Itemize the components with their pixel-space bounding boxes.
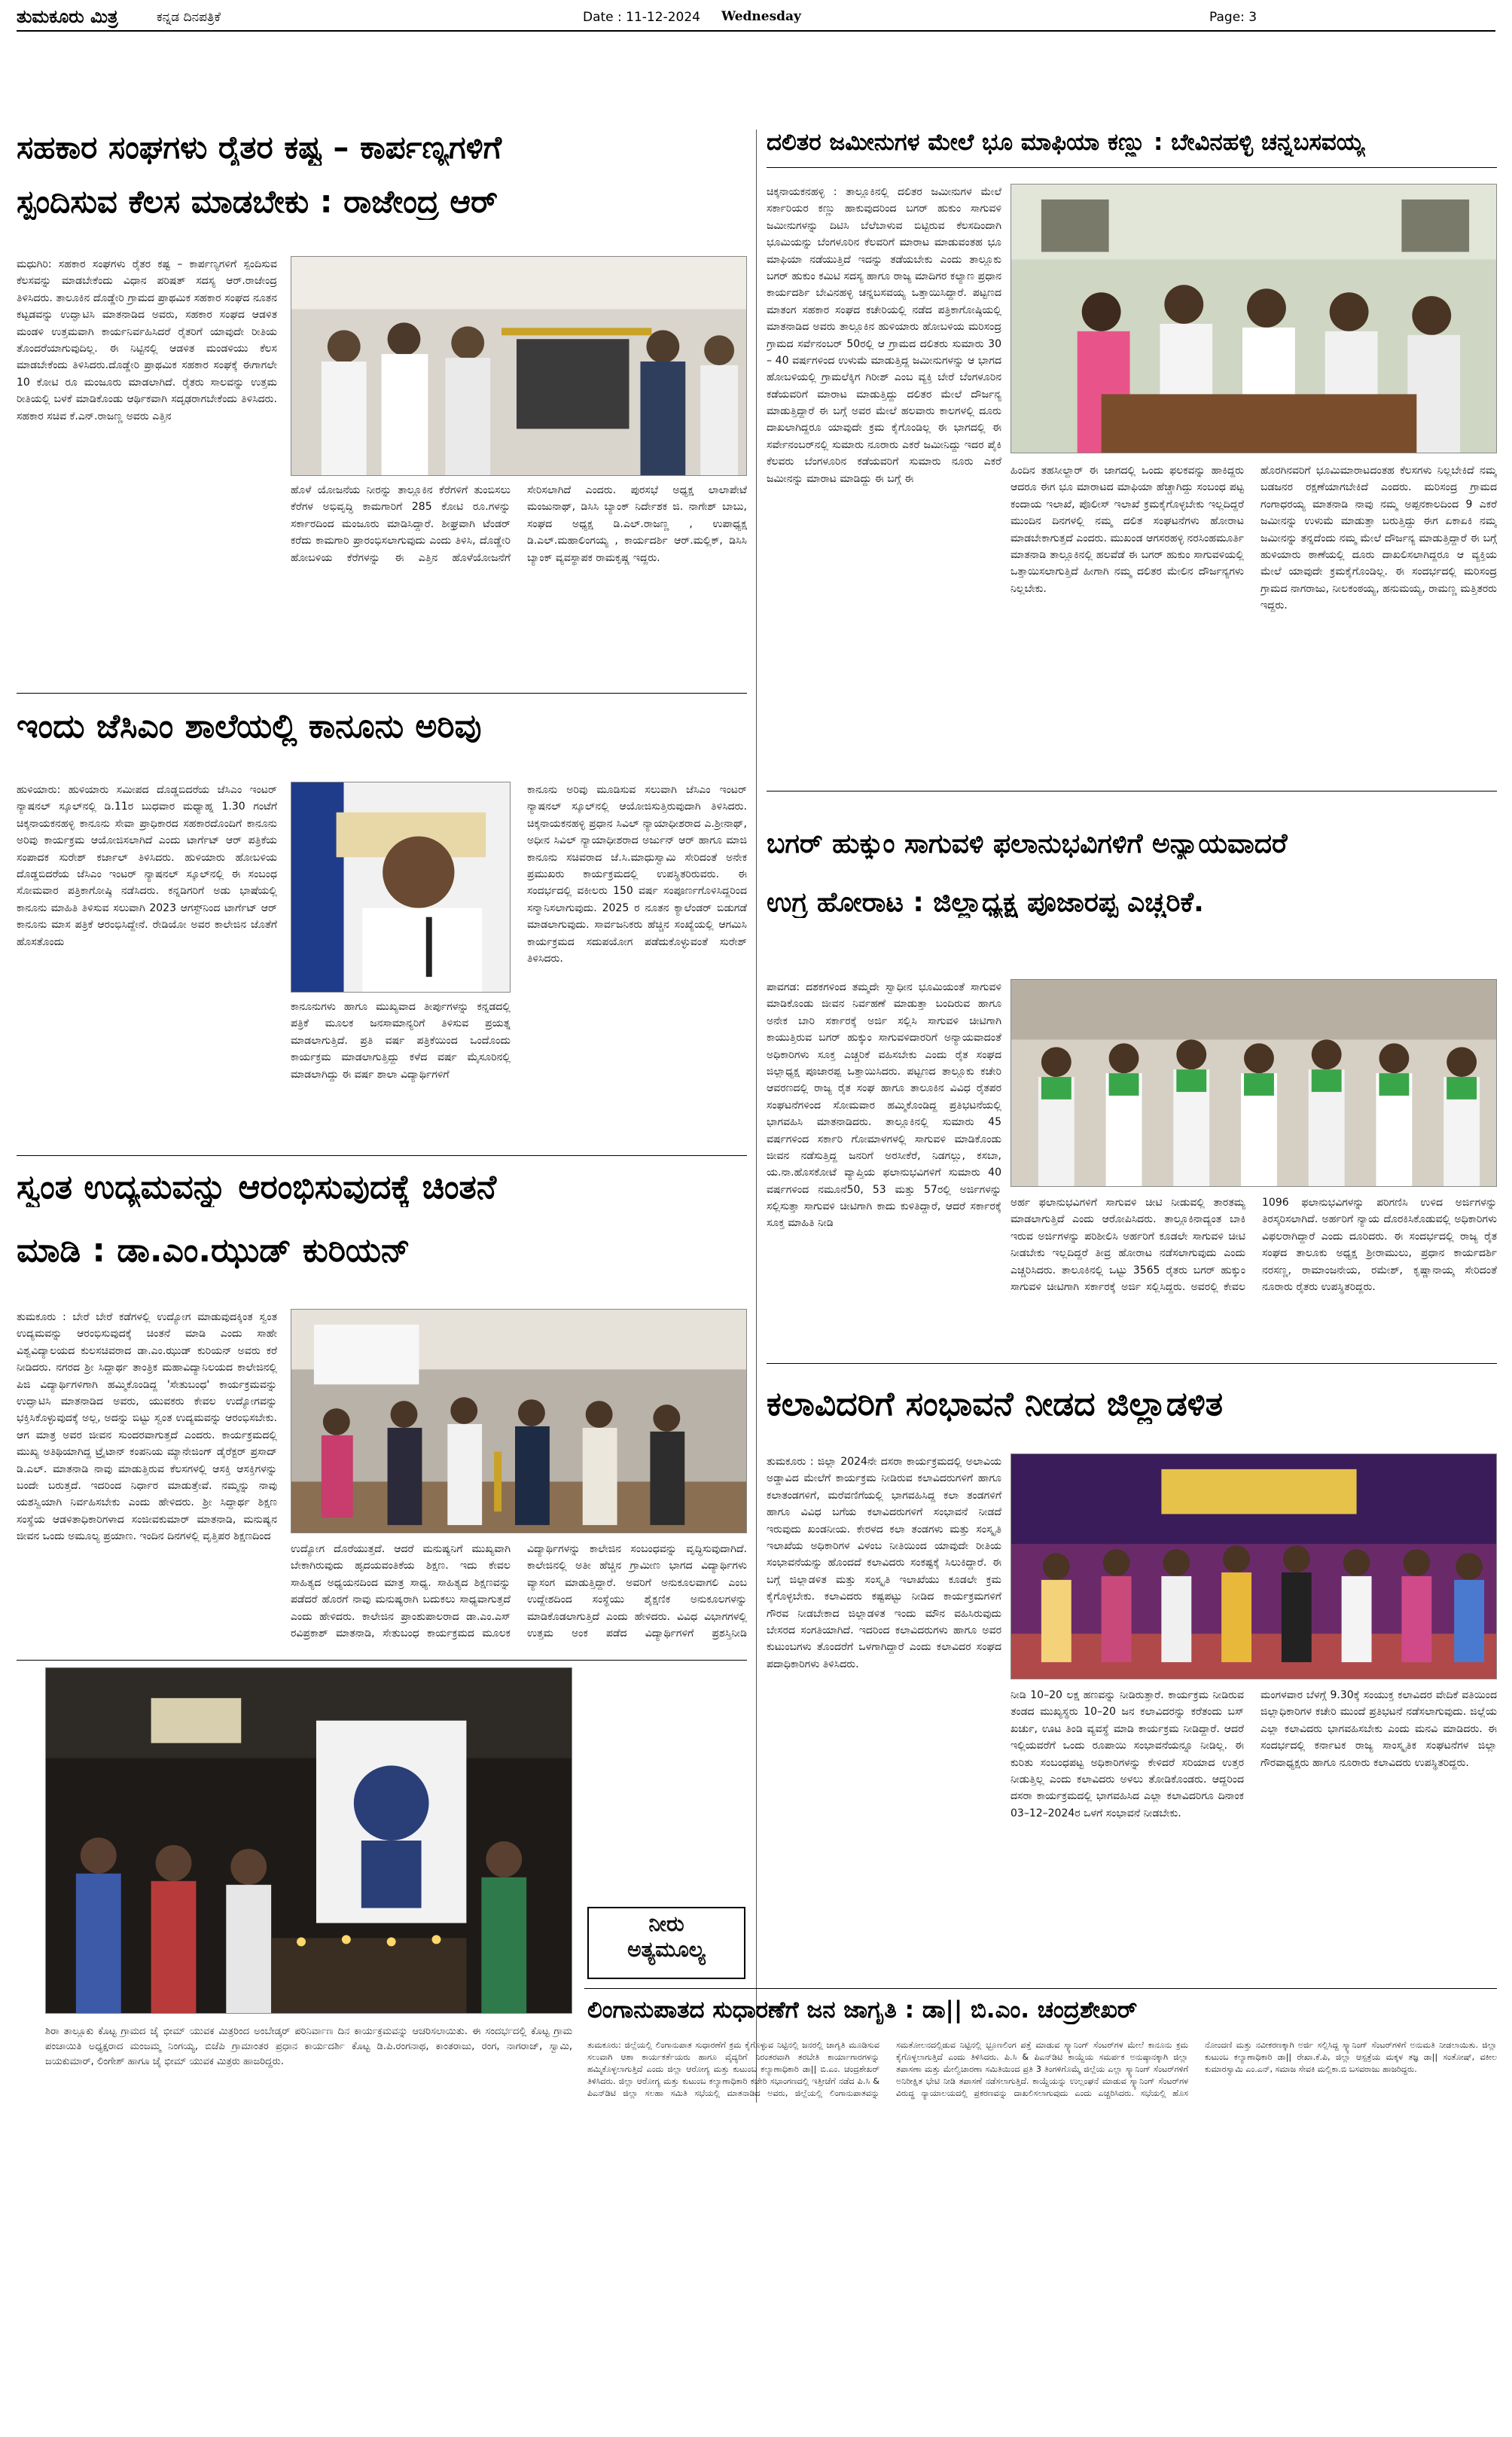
headline-law-awareness: ಇಂದು ಜೆಸಿಎಂ ಶಾಲೆಯಲ್ಲಿ ಕಾನೂನು ಅರಿವು <box>17 708 482 746</box>
article-land-mafia-caption-left: ಹಿಂದಿನ ತಹಸೀಲ್ದಾರ್ ಈ ಜಾಗದಲ್ಲಿ ಒಂದು ಫಲಕವನ್ನು ಹಾಕಿದ್ದರು ಆದರೂ ಈಗ ಭೂ ಮಾರಾಟದ ಮಾಫಿಯಾ ಹೆಚ್ಚಾಗಿದ್ದು ಸಂಬಂಧ ಪಟ್ಟ ಕಂದಾಯ ಇಲಾಖೆ, ಪೊಲೀಸ್ ಇಲಾಖೆ ಕ್ರಮಕೈಗೊಳ್ಳಬೇಕು ಇಲ್ಲದಿದ್ದರೆ ಮುಂದಿನ ದಿನಗಳಲ್ಲಿ ನಮ್ಮ ದಲಿತ ಸಂಘಟನೆಗಳು ಹೋರಾಟ ಮಾಡಬೇಕಾಗುತ್ತದೆ ಎಂದರು. ಮುಖಂಡ ಆಗಸರಹಳ್ಳಿ ನರಸಿಂಹಮೂರ್ತಿ ಮಾತನಾಡಿ ತಾಲ್ಲೂಕಿನಲ್ಲಿ ಹಲವೆಡೆ ಈ ಬಗರ್ ಹುಕುಂ ಸಾಗುವಳಿಯಲ್ಲಿ ಒತ್ತಾಯಿಸಲಾಗುತ್ತಿದೆ ಹೀಗಾಗಿ ನಮ್ಮ ದಲಿತರ ಮೇಲಿನ ದೌರ್ಜನ್ಯಗಳು ನಿಲ್ಲಬೇಕು. <box>1011 465 1244 595</box>
photo-bagar-hukum-protest <box>1011 979 1497 1187</box>
issue-day: Wednesday <box>721 9 801 24</box>
article-land-mafia-body-left: ಚಿಕ್ಕನಾಯಕನಹಳ್ಳಿ : ತಾಲ್ಲೂಕಿನಲ್ಲಿ ದಲಿತರ ಜಮೀನುಗಳ ಮೇಲೆ ಸರ್ಕಾರಿಯರ ಕಣ್ಣು ಹಾಕುವುದರಿಂದ ಬಗರ್ ಹುಕುಂ ಸಾಗುವಳಿ ಜಮೀನುಗಳನ್ನು ದಿಟಿಸಿ ಬೆಲೆಬಾಳುವ ಬಿಟ್ಟಿರುವ ಕೆಲಸದಿಂದಾಗಿ ಭೂಮಿಯನ್ನು ಬೆಂಗಳೂರಿನ ಕೆಲವರಿಗೆ ಮಾರಾಟ ಮಾಡುವಂತಹ ಭೂ ಮಾಫಿಯಾ ನಡೆಯುತ್ತಿದೆ ಇದನ್ನು ತಡೆಯಬೇಕು ಎಂದು ತಾಲ್ಲೂಕು ಬಗರ್ ಹುಕುಂ ಕಮಿಟಿ ಸದಸ್ಯ ಹಾಗೂ ರಾಜ್ಯ ಮಾದಿಗರ ಕಲ್ಯಾಣ ಪ್ರಧಾನ ಕಾರ್ಯದರ್ಶಿ ಬೇವಿನಹಳ್ಳಿ ಚನ್ನಬಸವಯ್ಯ ಒತ್ತಾಯಿಸಿದ್ದಾರೆ. ಪಟ್ಟಣದ ಮಾತಂಗ ಸಹಕಾರ ಸಂಘದ ಕಚೇರಿಯಲ್ಲಿ ನಡೆದ ಪತ್ರಿಕಾಗೋಷ್ಠಿಯಲ್ಲಿ ಮಾತನಾಡಿದ ಅವರು ತಾಲ್ಲೂಕಿನ ಹುಳಿಯಾರು ಹೋಬಳಿಯ ಮರಿಸಂದ್ರ ಗ್ರಾಮದ ಸರ್ವೆನಂಬರ್ 50ರಲ್ಲಿ ಆ ಗ್ರಾಮದ ದಲಿತರು ಸುಮಾರು 30 – 40 ವರ್ಷಗಳಿಂದ ಉಳುಮೆ ಮಾಡುತ್ತಿದ್ದ ಜಮೀನುಗಳನ್ನು ಆ ಭಾಗದ ಹೋಬಳಿಯಲ್ಲಿ ಗ್ರಾಮಲೆಕ್ಕಿಗ ಗಿರೀಶ್ ಎಂಬ ವ್ಯಕ್ತಿ ಬೇರೆ ಬೆಂಗಳೂರಿನ ಕಡೆಯವರಿಗೆ ಮಾರಾಟ ಮಾಡುತ್ತಿದ್ದು ದಲಿತರ ಮೇಲೆ ದೌರ್ಜನ್ಯ ಮಾಡುತ್ತಿದ್ದಾರೆ ಈ ಬಗ್ಗೆ ಅವರ ಮೇಲೆ ಹಲವಾರು ಕಾಲಗಳಲ್ಲಿ ದೂರು ದಾಖಲಾಗಿದ್ದರೂ ಯಾವುದೇ ಕ್ರಮ ಕೈಗೊಂಡಿಲ್ಲ ಈ ಭಾಗದಲ್ಲಿ ಈ ಸರ್ವೇನಂಬರ್‌ನಲ್ಲಿ ಸುಮಾರು ನೂರಾರು ಎಕರೆ ಜಮೀನಿದ್ದು ಇದರ ಪೈಕಿ ಕೆಲವರು ಬೆಂಗಳೂರಿನ ಕಡೆಯವರಿಗೆ ಸುಮಾರು ನೂರು ಎಕರೆ ಜಮೀನನ್ನು ಮಾರಾಟ ಮಾಡಿದ್ದು ಈ ಬಗ್ಗೆ ಈ <box>767 186 1001 485</box>
article-law-awareness-body-left: ಹುಳಿಯಾರು: ಹುಳಿಯಾರು ಸಮೀಪದ ದೊಡ್ಡಬಿದರೆಯ ಜೆಸಿಎಂ ಇಂಟರ್ ನ್ಯಾಷನಲ್ ಸ್ಕೂಲ್‌ನಲ್ಲಿ ಡಿ.11ರ ಬುಧವಾರ ಮಧ್ಯಾಹ್ನ 1.30 ಗಂಟೆಗೆ ಚಿಕ್ಕನಾಯಕನಹಳ್ಳಿ ಕಾನೂನು ಸೇವಾ ಪ್ರಾಧಿಕಾರದ ಸಹಕಾರದೊಂದಿಗೆ ಕಾನೂನು ಅರಿವು ಕಾರ್ಯಕ್ರಮ ಆಯೋಜಿಸಲಾಗಿದೆ ಎಂದು ಟಾರ್ಗೆಟ್ ಆರ್ ಪತ್ರಿಕೆಯ ಸಂಪಾದಕ ಸುರೇಶ್ ಕರ್ಜಾಲ್ ತಿಳಿಸಿದರು. ಹುಳಿಯಾರು ಹೋಬಳಿಯ ದೊಡ್ಡಬಿದರೆಯ ಜೆಸಿಎಂ ಇಂಟರ್ ನ್ಯಾಷನಲ್ ಸ್ಕೂಲ್‌ನಲ್ಲಿ ಈ ಸಂಬಂಧ ಸೋಮವಾರ ಪತ್ರಿಕಾಗೋಷ್ಠಿ ನಡೆಸಿದರು. ಕನ್ನಡಿಗರಿಗೆ ಅಡು ಭಾಷೆಯಲ್ಲಿ ಕಾನೂನು ಮಾಹಿತಿ ತಿಳಿಸುವ ಸಲುವಾಗಿ 2023 ಆಗಸ್ಟ್‌ನಿಂದ ಟಾರ್ಗೆಟ್ ಆರ್ ಕಾನೂನು ಮಾಸ ಪತ್ರಿಕೆ ಆರಂಭಿಸಿದ್ದೇನೆ. ರೇಡಿಯೋ ಅವರ ಕಾಲೇಜಿನ ಜೊತೆಗೆ ಹೊಸತೊಂದು <box>17 784 277 948</box>
article-entrepreneurship-body-left: ತುಮಕೂರು : ಬೇರೆ ಬೇರೆ ಕಡೆಗಳಲ್ಲಿ ಉದ್ಯೋಗ ಮಾಡುವುದಕ್ಕಿಂತ ಸ್ವಂತ ಉದ್ಯಮವನ್ನು ಆರಂಭಿಸುವುದಕ್ಕೆ ಚಿಂತನೆ ಮಾಡಿ ಎಂದು ಸಾಹೇ ವಿಶ್ವವಿದ್ಯಾಲಯದ ಕುಲಸಚಿವರಾದ ಡಾ.ಎಂ.ಝುಡ್ ಕುರಿಯನ್ ಅವರು ಕರೆ ನೀಡಿದರು. ನಗರದ ಶ್ರೀ ಸಿದ್ದಾರ್ಥ ತಾಂತ್ರಿಕ ಮಹಾವಿದ್ಯಾನಿಲಯದ ಕಾಲೇಜಿನಲ್ಲಿ ಪಿಜಿ ವಿದ್ಯಾರ್ಥಿಗಳಿಗಾಗಿ ಹಮ್ಮಿಕೊಂಡಿದ್ದ 'ಸೇತುಬಂಧ' ಕಾರ್ಯಕ್ರಮವನ್ನು ಉದ್ಘಾಟಿಸಿ ಮಾತನಾಡಿದ ಅವರು, ಯುವಕರು ಕೇವಲ ಉದ್ಯೋಗವನ್ನು ಭಕ್ತಿಸಿಕೊಳ್ಳುವುದಕ್ಕೆ ಅಲ್ಲ, ಅದನ್ನು ಬಿಟ್ಟು ಸ್ವಂತ ಉದ್ಯಮವನ್ನು ಆರಂಭಿಸಬೇಕು. ಆಗ ಮಾತ್ರ ಅವರ ಜೀವನ ಸುಂದರವಾಗುತ್ತದೆ ಎಂದರು. ಕಾರ್ಯಕ್ರಮದಲ್ಲಿ ಮುಖ್ಯ ಅತಿಥಿಯಾಗಿದ್ದ ಟ್ರೈಟಾನ್ ಕಂಪನಿಯ ಮ್ಯಾನೇಜಿಂಗ್ ಡೈರೆಕ್ಟರ್ ಪ್ರಸಾದ್ ಡಿ.ಎಲ್. ಮಾತನಾಡಿ ನಾವು ಮಾಡುತ್ತಿರುವ ಕೆಲಸಗಳಲ್ಲಿ ಆಸಕ್ತಿ ಆಸಕ್ತಿಗಳನ್ನು ಬಂದೇ ಬರುತ್ತದೆ. ಇದರಿಂದ ನಿರ್ಧಾರ ಮಾಡುತ್ತೇವೆ. ನಮ್ಮನ್ನು ನಾವು ಯಶಸ್ವಿಯಾಗಿ ನಿರ್ವಹಿಸಬೇಕು ಎಂದು ಹೇಳಿದರು. ಶ್ರೀ ಸಿದ್ದಾರ್ಥ ಶಿಕ್ಷಣ ಸಂಸ್ಥೆಯ ಆಡಳಿತಾಧಿಕಾರಿಗಳಾದ ಸಂಜೀವಕುಮಾರ್ ಮಾತನಾಡಿ, ಮನುಷ್ಯನ ಜೀವನ ಒಂದು ಅಮೂಲ್ಯ ಪ್ರಯಾಣ. ಇಂದಿನ ದಿನಗಳಲ್ಲಿ ವೃತ್ತಿಪರ ಶಿಕ್ಷಣದಿಂದ <box>17 1311 277 1543</box>
photo-ambedkar-tribute <box>45 1667 572 2014</box>
newspaper-tagline: ಕನ್ನಡ ದಿನಪತ್ರಿಕೆ <box>157 10 221 25</box>
headline-cooperative-2: ಸ್ಪಂದಿಸುವ ಕೆಲಸ ಮಾಡಬೇಕು : ರಾಜೇಂದ್ರ ಆರ್ <box>17 184 498 220</box>
masthead-divider <box>17 30 1495 32</box>
photo-land-mafia-meeting <box>1011 184 1497 453</box>
headline-bagar-hukum-1: ಬಗರ್ ಹುಕ್ಕುಂ ಸಾಗುವಳಿ ಫಲಾನುಭವಿಗಳಿಗೆ ಅನ್ಯಾಯವಾದರೆ <box>767 828 1288 859</box>
article-bagar-hukum-body-left: ಪಾವಗಡ: ದಶಕಗಳಿಂದ ತಮ್ಮದೇ ಸ್ವಾಧೀನ ಭೂಮಿಯಂತೆ ಸಾಗುವಳಿ ಮಾಡಿಕೊಂಡು ಜೀವನ ನಿರ್ವಹಣೆ ಮಾಡುತ್ತಾ ಬಂದಿರುವ ಹಾಗೂ ಅನೇಕ ಬಾರಿ ಸರ್ಕಾರಕ್ಕೆ ಅರ್ಜಿ ಸಲ್ಲಿಸಿ ಸಾಗುವಳಿ ಚೀಟಿಗಾಗಿ ಕಾಯುತ್ತಿರುವ ಬಗರ್ ಹುಕ್ಕುಂ ಸಾಗುವಳಿದಾರರಿಗೆ ಅನ್ಯಾಯವಾದಂತೆ ಅಧಿಕಾರಿಗಳು ಸೂಕ್ತ ಎಚ್ಚರಿಕೆ ವಹಿಸಬೇಕು ಎಂದು ರೈತ ಸಂಘದ ಜಿಲ್ಲಾಧ್ಯಕ್ಷ ಪೂಜಾರಪ್ಪ ಒತ್ತಾಯಿಸಿದರು. ಪಟ್ಟಣದ ತಾಲ್ಲೂಕು ಕಚೇರಿ ಆವರಣದಲ್ಲಿ ರಾಜ್ಯ ರೈತ ಸಂಘ ಹಾಗೂ ತಾಲೂಕಿನ ವಿವಿಧ ರೈತಪರ ಸಂಘಟನೆಗಳಿಂದ ಸೋಮವಾರ ಹಮ್ಮಿಕೊಂಡಿದ್ದ ಪ್ರತಿಭಟನೆಯಲ್ಲಿ ಭಾಗವಹಿಸಿ ಮಾತನಾಡಿದರು. ತಾಲ್ಲೂಕಿನಲ್ಲಿ ಸುಮಾರು 45 ವರ್ಷಗಳಿಂದ ಸರ್ಕಾರಿ ಗೋಮಾಳಗಳಲ್ಲಿ ಸಾಗುವಳಿ ಮಾಡಿಕೊಂಡು ಜೀವನ ನಡೆಸುತ್ತಿದ್ದ ಜನರಿಗೆ ಅರಸೀಕೆರೆ, ನಿಡಗಲ್ಲು, ಕಸಬಾ, ಯ.ನಾ.ಹೊಸಕೋಟೆ ವ್ಯಾಪ್ತಿಯ ಫಲಾನುಭವಿಗಳಿಗೆ ಸುಮಾರು 40 ವರ್ಷಗಳಿಂದ ನಮೂನೆ50, 53 ಮತ್ತು 57ರಲ್ಲಿ ಅರ್ಜಿಗಳನ್ನು ಸಲ್ಲಿಸುತ್ತಾ ಸಾಗುವಳಿ ಚೀಟಿಗಾಗಿ ಕಾದು ಕುಳಿತಿದ್ದಾರೆ, ಆದರೆ ಸರ್ಕಾರಕ್ಕೆ ಸೂಕ್ತ ಮಾಹಿತಿ ನೀಡಿ <box>767 981 1001 1230</box>
headline-land-mafia: ದಲಿತರ ಜಮೀನುಗಳ ಮೇಲೆ ಭೂ ಮಾಫಿಯಾ ಕಣ್ಣು : ಬೇವಿನಹಳ್ಳಿ ಚನ್ನಬಸವಯ್ಯ <box>767 130 1365 156</box>
newspaper-logo: ತುಮಕೂರು ಮಿತ್ರ <box>17 6 118 27</box>
issue-date: Date : 11-12-2024 <box>583 10 700 25</box>
divider-sex-ratio <box>584 1988 1497 1989</box>
photo-entrepreneurship-lamp-lighting <box>291 1309 747 1533</box>
article-cooperative-body-left: ಮಧುಗಿರಿ: ಸಹಕಾರ ಸಂಘಗಳು ರೈತರ ಕಷ್ಟ – ಕಾರ್ಪಣ್ಯಗಳಿಗೆ ಸ್ಪಂದಿಸುವ ಕೆಲಸವನ್ನು ಮಾಡಬೇಕೆಂದು ವಿಧಾನ ಪರಿಷತ್ ಸದಸ್ಯ ಆರ್.ರಾಜೇಂದ್ರ ತಿಳಿಸಿದರು. ತಾಲೂಕಿನ ದೊಡ್ಡೇರಿ ಗ್ರಾಮದ ಪ್ರಾಥಮಿಕ ಸಹಕಾರ ಸಂಘದ ನೂತನ ಕಟ್ಟಡವನ್ನು ಉದ್ಘಾಟಿಸಿ ಮಾತನಾಡಿದ ಅವರು, ಸಹಕಾರ ಸಂಘದ ಆಡಳಿತ ಮಂಡಳಿ ಉತ್ತಮವಾಗಿ ಕಾರ್ಯನಿರ್ವಹಿಸಿದರೆ ರೈತರಿಗೆ ಯಾವುದೇ ರೀತಿಯ ತೊಂದರೆಯಾಗುವುದಿಲ್ಲ. ಈ ನಿಟ್ಟಿನಲ್ಲಿ ಆಡಳಿತ ಮಂಡಳಿಯು ಕೆಲಸ ಮಾಡಬೇಕೆಂದು ತಿಳಿಸಿದರು.ದೊಡ್ಡೇರಿ ಪ್ರಾಥಮಿಕ ಸಹಕಾರ ಸಂಘಕ್ಕೆ ಈಗಾಗಲೇ 10 ಕೋಟಿ ರೂ ಮಂಜೂರು ಮಾಡಲಾಗಿದೆ. ರೈತರು ಸಾಲವನ್ನು ಉತ್ತಮ ರೀತಿಯಲ್ಲಿ ಬಳಕೆ ಮಾಡಿಕೊಂಡು ಆರ್ಥಿಕವಾಗಿ ಸದೃಢರಾಗಬೇಕೆಂದು ತಿಳಿಸಿದರು. ಸಹಕಾರ ಸಚಿವ ಕೆ.ಎನ್.ರಾಜಣ್ಣ ಅವರು ಎತ್ತಿನ <box>17 258 277 422</box>
headline-artists: ಕಲಾವಿದರಿಗೆ ಸಂಭಾವನೆ ನೀಡದ ಜಿಲ್ಲಾಡಳಿತ <box>767 1386 1224 1423</box>
divider-law-awareness <box>17 1155 747 1156</box>
headline-entrepreneurship-1: ಸ್ವಂತ ಉದ್ಯಮವನ್ನು ಆರಂಭಿಸುವುದಕ್ಕೆ ಚಿಂತನೆ <box>17 1169 497 1206</box>
masthead <box>17 3 1495 30</box>
article-bagar-hukum-body-right: ಅರ್ಹ ಫಲಾನುಭವಿಗಳಿಗೆ ಸಾಗುವಳಿ ಚೀಟಿ ನೀಡುವಲ್ಲಿ ತಾರತಮ್ಯ ಮಾಡಲಾಗುತ್ತಿದೆ ಎಂದು ಆರೋಪಿಸಿದರು. ತಾಲ್ಲೂಕಿನಾದ್ಯಂತ ಬಾಕಿ ಇರುವ ಅರ್ಜಿಗಳನ್ನು ಪರಿಶೀಲಿಸಿ ಅರ್ಹರಿಗೆ ಕೂಡಲೇ ಸಾಗುವಳಿ ಚೀಟಿ ನೀಡಬೇಕು ಇಲ್ಲದಿದ್ದರೆ ತೀವ್ರ ಹೋರಾಟ ನಡೆಸಲಾಗುವುದು ಎಂದು ಎಚ್ಚರಿಸಿದರು. ತಾಲೂಕಿನಲ್ಲಿ ಒಟ್ಟು 3565 ರೈತರು ಬಗರ್ ಹುಕ್ಕುಂ ಸಾಗುವಳಿ ಚೀಟಿಗಾಗಿ ಸರ್ಕಾರಕ್ಕೆ ಅರ್ಜಿ ಸಲ್ಲಿಸಿದ್ದರು. ಅವರಲ್ಲಿ ಕೇವಲ 1096 ಫಲಾನುಭವಿಗಳನ್ನು ಪರಿಗಣಿಸಿ ಉಳಿದ ಅರ್ಜಿಗಳನ್ನು ತಿರಸ್ಕರಿಸಲಾಗಿದೆ. ಅರ್ಹರಿಗೆ ನ್ಯಾಯ ದೊರಕಿಸಿಕೊಡುವಲ್ಲಿ ಅಧಿಕಾರಿಗಳು ವಿಫಲರಾಗಿದ್ದಾರೆ ಎಂದು ದೂರಿದರು. ಈ ಸಂದರ್ಭದಲ್ಲಿ ರಾಜ್ಯ ರೈತ ಸಂಘದ ತಾಲೂಕು ಅಧ್ಯಕ್ಷ ಶ್ರೀರಾಮುಲು, ಪ್ರಧಾನ ಕಾರ್ಯದರ್ಶಿ ನರಸಣ್ಣ, ರಾಮಾಂಜನೇಯ, ರಮೇಶ್, ಕೃಷ್ಣಾನಾಯ್ಕ ಸೇರಿದಂತೆ ನೂರಾರು ರೈತರು ಉಪಸ್ಥಿತರಿದ್ದರು. <box>1011 1197 1497 1293</box>
article-entrepreneurship-body-right: ಉದ್ಯೋಗ ದೊರೆಯುತ್ತದೆ. ಆದರೆ ಮನುಷ್ಯನಿಗೆ ಮುಖ್ಯವಾಗಿ ಬೇಕಾಗಿರುವುದು ಹೃದಯವಂತಿಕೆಯ ಶಿಕ್ಷಣ. ಇದು ಕೇವಲ ಸಾಹಿತ್ಯದ ಅಧ್ಯಯನದಿಂದ ಮಾತ್ರ ಸಾಧ್ಯ. ಸಾಹಿತ್ಯದ ಶಿಕ್ಷಣವನ್ನು ಪಡೆದರೆ ಹೊರಗೆ ನಾವು ಮನುಷ್ಯರಾಗಿ ಬದುಕಲು ಸಾಧ್ಯವಾಗುತ್ತದೆ ಎಂದು ಹೇಳಿದರು. ಕಾಲೇಜಿನ ಪ್ರಾಂಶುಪಾಲರಾದ ಡಾ.ಎಂ.ಎಸ್ ರವಿಪ್ರಕಾಶ್ ಮಾತನಾಡಿ, ಸೇತುಬಂಧ ಕಾರ್ಯಕ್ರಮದ ಮೂಲಕ ವಿದ್ಯಾರ್ಥಿಗಳನ್ನು ಕಾಲೇಜಿನ ಸಂಬಂಧವನ್ನು ವೃದ್ಧಿಸುವುದಾಗಿದೆ. ಕಾಲೇಜಿನಲ್ಲಿ ಅತೀ ಹೆಚ್ಚಿನ ಗ್ರಾಮೀಣ ಭಾಗದ ವಿದ್ಯಾರ್ಥಿಗಳು ವ್ಯಾಸಂಗ ಮಾಡುತ್ತಿದ್ದಾರೆ. ಅವರಿಗೆ ಅನುಕೂಲವಾಗಲಿ ಎಂಬ ಉದ್ದೇಶದಿಂದ ಸಂಸ್ಥೆಯು ಶೈಕ್ಷಣಿಕ ಅನುಕೂಲಗಳನ್ನು ಮಾಡಿಕೊಡಲಾಗುತ್ತಿದೆ ಎಂದು ಹೇಳಿದರು. ವಿವಿಧ ವಿಭಾಗಗಳಲ್ಲಿ ಉತ್ತಮ ಅಂಕ ಪಡೆದ ವಿದ್ಯಾರ್ಥಿಗಳಿಗೆ ಪ್ರಶಸ್ತಿನೀಡಿ <box>291 1543 747 1639</box>
article-cooperative-body-right: ಹೊಳೆ ಯೋಜನೆಯ ನೀರನ್ನು ತಾಲ್ಲೂಕಿನ ಕೆರೆಗಳಿಗೆ ತುಂಬಿಸಲು ಕೆರೆಗಳ ಅಭಿವೃದ್ಧಿ ಕಾಮಗಾರಿಗೆ 285 ಕೋಟಿ ರೂ.ಗಳನ್ನು ಸರ್ಕಾರದಿಂದ ಮಂಜೂರು ಮಾಡಿಸಿದ್ದಾರೆ. ಶೀಘ್ರವಾಗಿ ಟೆಂಡರ್ ಕರೆದು ಕಾಮಗಾರಿ ಪ್ರಾರಂಭಿಸಲಾಗುವುದು ಎಂದು ತಿಳಿಸಿ, ದೊಡ್ಡೇರಿ ಹೋಬಳಿಯ ಕೆರೆಗಳನ್ನು ಈ ಎತ್ತಿನ ಹೊಳೆಯೋಜನೆಗೆ ಸೇರಿಸಲಾಗಿದೆ ಎಂದರು. ಪುರಸಭೆ ಅಧ್ಯಕ್ಷ ಲಾಲಾಪೇಟೆ ಮಂಜುನಾಥ್, ಡಿಸಿಸಿ ಬ್ಯಾಂಕ್ ನಿರ್ದೇಶಕ ಜಿ. ನಾಗೇಶ್ ಬಾಬು, ಸಂಘದ ಅಧ್ಯಕ್ಷ ಡಿ.ಎಲ್.ರಾಜಣ್ಣ , ಉಪಾಧ್ಯಕ್ಷ ಡಿ.ಎಲ್.ಮಹಾಲಿಂಗಯ್ಯ , ಕಾರ್ಯದರ್ಶಿ ಆರ್.ಮಲ್ಲಿಕ್, ಡಿಸಿಸಿ ಬ್ಯಾಂಕ್ ವ್ಯವಸ್ಥಾಪಕ ರಾಮಕೃಷ್ಣ ಇದ್ದರು. <box>291 484 747 564</box>
water-slogan-line-2: ಅತ್ಯಮೂಲ್ಯ <box>627 1936 706 1962</box>
article-land-mafia-caption-right: ಹೊರಗಿನವರಿಗೆ ಭೂಮಿಮಾರಾಟದಂತಹ ಕೆಲಸಗಳು ನಿಲ್ಲಬೇಕಿದೆ ನಮ್ಮ ಬಡಜನರ ರಕ್ಷಣೆಯಾಗಬೇಕಿದೆ ಎಂದರು. ಮರಿಸಂದ್ರ ಗ್ರಾಮದ ಗಂಗಾಧರಯ್ಯ ಮಾತನಾಡಿ ನಾವು ನಮ್ಮ ಅಪ್ಪನಕಾಲದಿಂದ 9 ಎಕರೆ ಜಮೀನನ್ನು ಉಳುಮೆ ಮಾಡುತ್ತಾ ಬರುತ್ತಿದ್ದು ಈಗ ಏಕಾಏಕಿ ನಮ್ಮ ಜಮೀನನ್ನು ತನ್ನದೆಂದು ನಮ್ಮ ಮೇಲೆ ದೌರ್ಜನ್ಯ ಮಾಡುತ್ತಿದ್ದಾರೆ ಈ ಬಗ್ಗೆ ಹುಳಿಯಾರು ಠಾಣೆಯಲ್ಲಿ ದೂರು ದಾಖಲಿಸಲಾಗಿದ್ದರೂ ಆ ವ್ಯಕ್ತಿಯ ಮೇಲೆ ಯಾವುದೇ ಕ್ರಮಕೈಗೊಂಡಿಲ್ಲ. ಈ ಸಂದರ್ಭದಲ್ಲಿ ಮರಿಸಂದ್ರ ಗ್ರಾಮದ ನಾಗರಾಜು, ನೀಲಕಂಠಯ್ಯ, ಹನುಮಯ್ಯ, ರಾಮಣ್ಣ ಮತ್ತಿತರರು ಇದ್ದರು. <box>1261 465 1497 612</box>
headline-bagar-hukum-2: ಉಗ್ರ ಹೋರಾಟ : ಜಿಲ್ಲಾಧ್ಯಕ್ಷ ಪೂಜಾರಪ್ಪ ಎಚ್ಚರಿಕೆ. <box>767 887 1204 918</box>
photo-artists-stage <box>1011 1453 1497 1679</box>
divider-entrepreneurship <box>17 1660 747 1661</box>
headline-entrepreneurship-2: ಮಾಡಿ : ಡಾ.ಎಂ.ಝುಡ್ ಕುರಿಯನ್ <box>17 1232 410 1270</box>
article-artists-caption-right: ಮಂಗಳವಾರ ಬೆಳಗ್ಗೆ 9.30ಕ್ಕೆ ಸಂಯುಕ್ತ ಕಲಾವಿದರ ವೇದಿಕೆ ವತಿಯಿಂದ ಜಿಲ್ಲಾಧಿಕಾರಿಗಳ ಕಚೇರಿ ಮುಂದೆ ಪ್ರತಿಭಟನೆ ನಡೆಸಲಾಗುವುದು. ಜಿಲ್ಲೆಯ ಎಲ್ಲಾ ಕಲಾವಿದರು ಭಾಗವಹಿಸಬೇಕು ಎಂದು ಮನವಿ ಮಾಡಿದರು. ಈ ಸಂದರ್ಭದಲ್ಲಿ ಕರ್ನಾಟಕ ರಾಜ್ಯ ಸಾಂಸ್ಕೃತಿಕ ಸಂಘಟನೆಗಳ ಜಿಲ್ಲಾ ಗೌರವಾಧ್ಯಕ್ಷರು ಹಾಗೂ ನೂರಾರು ಕಲಾವಿದರು ಉಪಸ್ಥಿತರಿದ್ದರು. <box>1261 1689 1497 1769</box>
article-artists-body-left: ತುಮಕೂರು : ಜಿಲ್ಲಾ 2024ನೇ ದಸರಾ ಕಾರ್ಯಕ್ರಮದಲ್ಲಿ ಅಲಾವಿಯ ಅಡ್ಡಾವಿದ ಮೇಲೆಗೆ ಕಾರ್ಯಕ್ರಮ ನೀಡಿರುವ ಕಲಾವಿದರುಗಳಿಗೆ ಹಾಗೂ ಕಲಾತಂಡಗಳಿಗೆ, ಮರೆವಣಿಗೆಯಲ್ಲಿ ಭಾಗವಹಿಸಿದ್ದ ಕಲಾ ತಂಡಗಳಿಗೆ ಹಾಗೂ ವಿವಿಧ ಬಗೆಯ ಕಲಾವಿದರುಗಳಿಗೆ ಸಂಭಾವನೆ ನೀಡದೆ ಇರುವುದು ಖಂಡನೀಯ. ಕೇರಳದ ಕಲಾ ತಂಡಗಳು ಮತ್ತು ಸಂಸ್ಕೃತಿ ಇಲಾಖೆಯ ಅಧಿಕಾರಿಗಳ ವಿಳಂಬ ನೀತಿಯಿಂದ ಯಾವುದೇ ರೀತಿಯ ಸಂಭಾವನೆಯನ್ನು ಹೊಂದದೆ ಕಲಾವಿದರು ಸಂಕಷ್ಟಕ್ಕೆ ಸಿಲುಕಿದ್ದಾರೆ. ಈ ಬಗ್ಗೆ ಜಿಲ್ಲಾಡಳಿತ ಮತ್ತು ಸಂಸ್ಕೃತಿ ಇಲಾಖೆಯು ಕೂಡಲೇ ಕ್ರಮ ಕೈಗೊಳ್ಳಬೇಕು. ಕಲಾವಿದರು ಕಷ್ಟಪಟ್ಟು ನೀಡಿದ ಕಾರ್ಯಕ್ರಮಗಳಿಗೆ ಗೌರವ ನೀಡಬೇಕಾದ ಜಿಲ್ಲಾಡಳಿತ ಇಂದು ಮೌನ ವಹಿಸಿರುವುದು ಬೇಸರದ ಸಂಗತಿಯಾಗಿದೆ. ಇದರಿಂದ ಕಲಾವಿದರುಗಳು ಹಾಗೂ ಅವರ ಕುಟುಂಬಗಳು ತೊಂದರೆಗೆ ಒಳಗಾಗಿದ್ದಾರೆ ಎಂದು ಕಲಾವಿದರ ಸಂಘದ ಪದಾಧಿಕಾರಿಗಳು ತಿಳಿಸಿದರು. <box>767 1456 1001 1670</box>
article-sex-ratio-body: ತುಮಕೂರು: ಜಿಲ್ಲೆಯಲ್ಲಿ ಲಿಂಗಾನುಪಾತ ಸುಧಾರಣೆಗೆ ಕ್ರಮ ಕೈಗೊಳ್ಳುವ ನಿಟ್ಟಿನಲ್ಲಿ ಜನರಲ್ಲಿ ಜಾಗೃತಿ ಮೂಡಿಸುವ ಸಲುವಾಗಿ ಆಶಾ ಕಾರ್ಯಕರ್ತೆಯರು ಹಾಗೂ ವೈದ್ಯರಿಗೆ ನಿರಂತರವಾಗಿ ತರಬೇತಿ ಕಾರ್ಯಾಗಾರಗಳನ್ನು ಹಮ್ಮಿಕೊಳ್ಳಲಾಗುತ್ತಿದೆ ಎಂದು ಜಿಲ್ಲಾ ಆರೋಗ್ಯ ಮತ್ತು ಕುಟುಂಬ ಕಲ್ಯಾಣಾಧಿಕಾರಿ ಡಾ|| ಬಿ.ಎಂ. ಚಂದ್ರಶೇಖರ್ ತಿಳಿಸಿದರು. ಜಿಲ್ಲಾ ಆರೋಗ್ಯ ಮತ್ತು ಕುಟುಂಬ ಕಲ್ಯಾಣಾಧಿಕಾರಿ ಕಚೇರಿ ಸಭಾಂಗಣದಲ್ಲಿ ಇತ್ತೀಚೆಗೆ ನಡೆದ ಪಿ.ಸಿ & ಪಿಎನ್‌ಡಿಟಿ ಜಿಲ್ಲಾ ಸಲಹಾ ಸಮಿತಿ ಸಭೆಯಲ್ಲಿ ಮಾತನಾಡಿದ ಅವರು, ಜಿಲ್ಲೆಯಲ್ಲಿ ಲಿಂಗಾನುಪಾತವನ್ನು ಸಮತೋಲನದಲ್ಲಿಡುವ ನಿಟ್ಟಿನಲ್ಲಿ ಭ್ರೂಣಲಿಂಗ ಪತ್ತೆ ಮಾಡುವ ಸ್ಕ್ಯಾನಿಂಗ್ ಸೆಂಟರ್‌ಗಳ ಮೇಲೆ ಕಾನೂನು ಕ್ರಮ ಕೈಗೊಳ್ಳಲಾಗುತ್ತಿದೆ ಎಂದು ತಿಳಿಸಿದರು. ಪಿ.ಸಿ & ಪಿಎನ್‌ಡಿಟಿ ಕಾಯ್ದೆಯ ಸಮರ್ಪಕ ಅನುಷ್ಠಾನಕ್ಕಾಗಿ ಜಿಲ್ಲಾ ತಪಾಸಣಾ ಮತ್ತು ಮೇಲ್ವಿಚಾರಣಾ ಸಮಿತಿಯಿಂದ ಪ್ರತಿ 3 ತಿಂಗಳಿಗೊಮ್ಮೆ ಜಿಲ್ಲೆಯ ಎಲ್ಲಾ ಸ್ಕ್ಯಾನಿಂಗ್ ಸೆಂಟರ್‌ಗಳಿಗೆ ಅನಿರೀಕ್ಷಿತ ಭೇಟಿ ನೀಡಿ ತಪಾಸಣೆ ನಡೆಸಲಾಗುತ್ತಿದೆ. ಕಾಯ್ದೆಯನ್ನು ಉಲ್ಲಂಘನೆ ಮಾಡುವ ಸ್ಕ್ಯಾನಿಂಗ್ ಸೆಂಟರ್‌ಗಳ ವಿರುದ್ಧ ನ್ಯಾಯಾಲಯದಲ್ಲಿ ಪ್ರಕರಣವನ್ನು ದಾಖಲಿಸಲಾಗುವುದು ಎಂದು ಎಚ್ಚರಿಸಿದರು. ಸಭೆಯಲ್ಲಿ ಹೊಸ ನೋಂದಣಿ ಮತ್ತು ನವೀಕರಣಕ್ಕಾಗಿ ಅರ್ಜಿ ಸಲ್ಲಿಸಿದ್ದ ಸ್ಕ್ಯಾನಿಂಗ್ ಸೆಂಟರ್‌ಗಳಿಗೆ ಅನುಮತಿ ನೀಡಲಾಯಿತು. ಜಿಲ್ಲಾ ಕುಟುಂಬ ಕಲ್ಯಾಣಾಧಿಕಾರಿ ಡಾ|| ರೇಖಾ.ಕೆ.ಪಿ, ಜಿಲ್ಲಾ ಆಸ್ಪತ್ರೆಯ ಮಕ್ಕಳ ತಜ್ಞ ಡಾ|| ಸಂತೋಷ್, ವಕೀಲ ಕುಮಾರಸ್ವಾಮಿ ಎಂ.ಎನ್, ಸಮಾಜ ಸೇವಕಿ ಮಲ್ಲಿಕಾ.ಬಿ ಬಸವರಾಜು ಹಾಜರಿದ್ದರು. <box>587 2040 1497 2098</box>
caption-ambedkar-tribute: ಶಿರಾ ತಾಲ್ಲೂಕು ಕೊಟ್ಟ ಗ್ರಾಮದ ಜೈ ಭೀಮ್ ಯುವಕ ಮಿತ್ರರಿಂದ ಅಂಬೇಡ್ಕರ್ ಪರಿನಿರ್ವಾಣ ದಿನ ಕಾರ್ಯಕ್ರಮವನ್ನು ಆಚರಿಸಲಾಯಿತು. ಈ ಸಂದರ್ಭದಲ್ಲಿ ಕೊಟ್ಟ ಗ್ರಾಮ ಪಂಚಾಯಿತಿ ಅಧ್ಯಕ್ಷರಾದ ಮಂಜಮ್ಮ ನಿಂಗಯ್ಯ, ಬಿಜೆಪಿ ಗ್ರಾಮಾಂತರ ಪ್ರಧಾನ ಕಾರ್ಯದರ್ಶಿ ಕೊಟ್ಟ ಡಿ.ಪಿ.ರಂಗನಾಥ, ಕಾಂತರಾಜು, ರಂಗ, ನಾಗರಾಜ್, ಸ್ವಾಮಿ, ಜಯಕುಮಾರ್, ಲಿಂಗೇಶ್ ಹಾಗೂ ಜೈ ಭೀಮ್ ಯುವಕ ಮಿತ್ರರು ಹಾಜರಿದ್ದರು. <box>45 2026 572 2068</box>
photo-cooperative-inauguration <box>291 256 747 476</box>
column-divider <box>756 130 757 2103</box>
divider-cooperative <box>17 693 747 694</box>
water-slogan-line-1: ನೀರು <box>648 1911 684 1936</box>
article-artists-caption-left: ನೀಡಿ 10–20 ಲಕ್ಷ ಹಣವನ್ನು ನೀಡಿರುತ್ತಾರೆ. ಕಾರ್ಯಕ್ರಮ ನೀಡಿರುವ ತಂಡದ ಮುಖ್ಯಸ್ಥರು 10–20 ಜನ ಕಲಾವಿದರನ್ನು ಕರೆತಂದು ಬಸ್ ಖರ್ಚು, ಊಟ ತಿಂಡಿ ವ್ಯವಸ್ಥೆ ಮಾಡಿ ಕಾರ್ಯಕ್ರಮ ನೀಡಿದ್ದಾರೆ. ಆದರೆ ಇಲ್ಲಿಯವರೆಗೆ ಒಂದು ರೂಪಾಯಿ ಸಂಭಾವನೆಯನ್ನೂ ನೀಡಿಲ್ಲ. ಈ ಕುರಿತು ಸಂಬಂಧಪಟ್ಟ ಅಧಿಕಾರಿಗಳನ್ನು ಕೇಳಿದರೆ ಸರಿಯಾದ ಉತ್ತರ ನೀಡುತ್ತಿಲ್ಲ ಎಂದು ಕಲಾವಿದರು ಅಳಲು ತೋಡಿಕೊಂಡರು. ಆದ್ದರಿಂದ ದಸರಾ ಕಾರ್ಯಕ್ರಮದಲ್ಲಿ ಭಾಗವಹಿಸಿದ ಎಲ್ಲಾ ಕಲಾವಿದರಿಗೂ ದಿನಾಂಕ 03–12–2024ರ ಒಳಗೆ ಸಂಭಾವನೆ ನೀಡಬೇಕು. <box>1011 1689 1244 1819</box>
divider-land-mafia-top <box>767 167 1497 168</box>
divider-bagar-hukum <box>767 1363 1497 1364</box>
headline-sex-ratio: ಲಿಂಗಾನುಪಾತದ ಸುಧಾರಣೆಗೆ ಜನ ಜಾಗೃತಿ : ಡಾ|| ಬಿ.ಎಂ. ಚಂದ್ರಶೇಖರ್ <box>587 1997 1138 2024</box>
page-number: Page: 3 <box>1209 10 1257 25</box>
article-law-awareness-body-mid-col: ಕಾನೂನುಗಳು ಹಾಗೂ ಮುಖ್ಯವಾದ ತೀರ್ಪುಗಳನ್ನು ಕನ್ನಡದಲ್ಲಿ ಪತ್ರಿಕೆ ಮೂಲಕ ಜನಸಾಮಾನ್ಯರಿಗೆ ತಿಳಿಸುವ ಪ್ರಯತ್ನ ಮಾಡಲಾಗುತ್ತಿದೆ. ಪ್ರತಿ ವರ್ಷ ಪತ್ರಿಕೆಯಿಂದ ಒಂದೊಂದು ಕಾರ್ಯಕ್ರಮ ಮಾಡಲಾಗುತ್ತಿದ್ದು ಕಳೆದ ವರ್ಷ ಮೈಸೂರಿನಲ್ಲಿ ಮಾಡಲಾಗಿದ್ದು ಈ ವರ್ಷ ಶಾಲಾ ವಿದ್ಯಾರ್ಥಿಗಳಿಗೆ <box>291 1001 511 1081</box>
photo-law-awareness-speaker <box>291 782 511 993</box>
article-law-awareness-body-right: ಕಾನೂನು ಅರಿವು ಮೂಡಿಸುವ ಸಲುವಾಗಿ ಜೆಸಿಎಂ ಇಂಟರ್ ನ್ಯಾಷನಲ್ ಸ್ಕೂಲ್‌ನಲ್ಲಿ ಆಯೋಜಿಸುತ್ತಿರುವುದಾಗಿ ತಿಳಿಸಿದರು. ಚಿಕ್ಕನಾಯಕನಹಳ್ಳಿ ಪ್ರಧಾನ ಸಿವಿಲ್ ನ್ಯಾಯಾಧೀಶರಾದ ಎ.ಶ್ರೀನಾಥ್, ಅಧೀನ ಸಿವಿಲ್ ನ್ಯಾಯಾಧೀಶರಾದ ಅರ್ಜುನ್ ಆರ್ ಹಾಗೂ ಮಾಜಿ ಕಾನೂನು ಸಚಿವರಾದ ಜೆ.ಸಿ.ಮಾಧುಸ್ವಾಮಿ ಸೇರಿದಂತೆ ಅನೇಕ ಪ್ರಮುಖರು ಕಾರ್ಯಕ್ರಮದಲ್ಲಿ ಉಪಸ್ಥಿತರಿರುವರು. ಈ ಸಂದರ್ಭದಲ್ಲಿ ವಕೀಲರು 150 ವರ್ಷ ಸಂಪೂರ್ಣಗೊಳಿಸಿದ್ದರಿಂದ ಸನ್ಮಾನಿಸಲಾಗುವುದು. 2025 ರ ನೂತನ ಕ್ಯಾಲೆಂಡರ್ ಬಿಡುಗಡೆ ಮಾಡಲಾಗುವುದು. ಸಾರ್ವಜನಿಕರು ಹೆಚ್ಚಿನ ಸಂಖ್ಯೆಯಲ್ಲಿ ಆಗಮಿಸಿ ಕಾರ್ಯಕ್ರಮದ ಸದುಪಯೋಗ ಪಡೆದುಕೊಳ್ಳುವಂತೆ ಸುರೇಶ್ ತಿಳಿಸಿದರು. <box>527 784 747 965</box>
headline-cooperative-1: ಸಹಕಾರ ಸಂಘಗಳು ರೈತರ ಕಷ್ಟ – ಕಾರ್ಪಣ್ಯಗಳಿಗೆ <box>17 130 502 166</box>
water-slogan-box <box>587 1907 745 1979</box>
